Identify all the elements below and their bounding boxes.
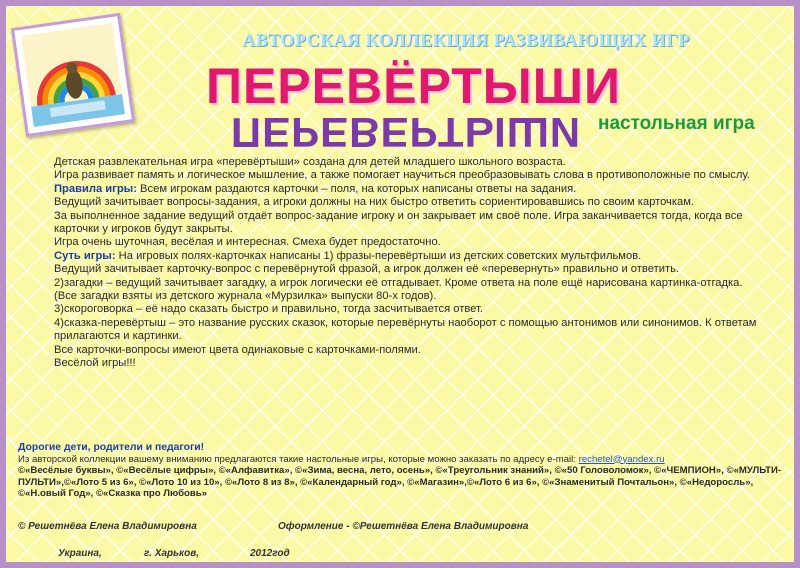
rules-line: Игра очень шуточная, весёлая и интересная. Смеха будет предостаточно.	[54, 236, 441, 249]
year: 2012год	[250, 548, 290, 559]
essence-label: Суть игры:	[54, 249, 116, 262]
intro-line: Игра развивает память и логическое мышление, а также помогает научиться преобразовывать слова в противоположные по смыслу.	[54, 169, 750, 182]
greeting: Дорогие дети, родители и педагоги!	[18, 442, 205, 453]
essence-line: Все карточки-вопросы имеют цвета одинаковые с карточками-полями.	[54, 343, 421, 356]
offer-text: Из авторской коллекции вашему вниманию предлагаются такие настольные игры, которые можно заказать по адресу e-mail: rechetel@yandex.ru	[18, 453, 665, 465]
essence-line: 2)загадки – ведущий зачитывает загадку, а игрок логически её отгадывает. Кроме ответа на поле ещё нарисована картинка-отгадка. (Все загадки взяты из детского журнала «Мурзилка» выпуски 80-х годов).	[54, 276, 743, 303]
game-description	[54, 156, 766, 371]
page-title: ПЕРЕВЁРТЫШИ	[206, 58, 621, 114]
collection-heading: АВТОРСКАЯ КОЛЛЕКЦИЯ РАЗВИВАЮЩИХ ИГР	[242, 30, 690, 50]
essence-line: 4)сказка-перевёртыш – это название русских сказок, которые перевёрнуты наоборот с помощью антонимов или синонимов. К ответам прилагаются и картинки.	[54, 316, 757, 343]
rules-paragraph: Правила игры: Всем игрокам раздаются карточки – поля, на которых написаны ответы на задания.	[54, 182, 577, 195]
rules-line: Ведущий зачитывает вопросы-задания, а игроки должны на них быстро ответить сориентировавшись по своим карточкам.	[54, 196, 695, 209]
rainbow-logo	[11, 13, 135, 137]
essence-line: Ведущий зачитывает карточку-вопрос с перевёрнутой фразой, а игрок должен её «перевернуть» правильно и ответить.	[54, 263, 680, 276]
intro-line: Детская развлекательная игра «перевёртыши» создана для детей младшего школьного возраста.	[54, 156, 566, 168]
city: г. Харьков,	[144, 548, 200, 559]
closing-line: Весёлой игры!!!	[54, 357, 136, 370]
design-credit: Оформление - ©Решетнёва Елена Владимировна	[278, 521, 529, 532]
rainbow-logo-icon	[21, 23, 125, 127]
footer-info	[18, 442, 788, 500]
rules-line: За выполненное задание ведущий отдаёт вопрос-задание игроку и он закрывает им своё поле. Игра заканчивается тогда, когда все карточки у игроков будут закрыты.	[54, 209, 743, 236]
essence-paragraph: Суть игры: На игровых полях-карточках написаны 1) фразы-перевёртыши из детских советских мультфильмов.	[54, 249, 642, 262]
country: Украина,	[58, 548, 102, 559]
rules-label: Правила игры:	[54, 182, 137, 195]
email-link[interactable]: rechetel@yandex.ru	[578, 453, 665, 465]
games-list: ©«Весёлые буквы», ©«Весёлые цифры», ©«Алфавитка», ©«Зима, весна, лето, осень», ©«Треугольник знаний», ©«50 Головоломок», ©«ЧЕМПИОН», ©«МУЛЬТИ-ПУЛЬТИ»,©«Лото 5 из 6», ©«Лото 10 из 10», ©«Лото 8 из 8», ©«Календарный год», ©«Магазин»,©«Лото 6 из 6», ©«Знаменитый Почтальон», ©«Недоросль», ©«Н.овый Год», ©«Сказка про Любовь»	[18, 465, 782, 500]
page-title-flipped: ПЕРЕВЕРТЫШИ	[230, 109, 582, 156]
author-credit: © Решетнёва Елена Владимировна	[18, 521, 197, 532]
page-subtitle: настольная игра	[598, 113, 755, 134]
essence-line: 3)скороговорка – её надо сказать быстро и правильно, тогда засчитывается ответ.	[54, 303, 484, 316]
